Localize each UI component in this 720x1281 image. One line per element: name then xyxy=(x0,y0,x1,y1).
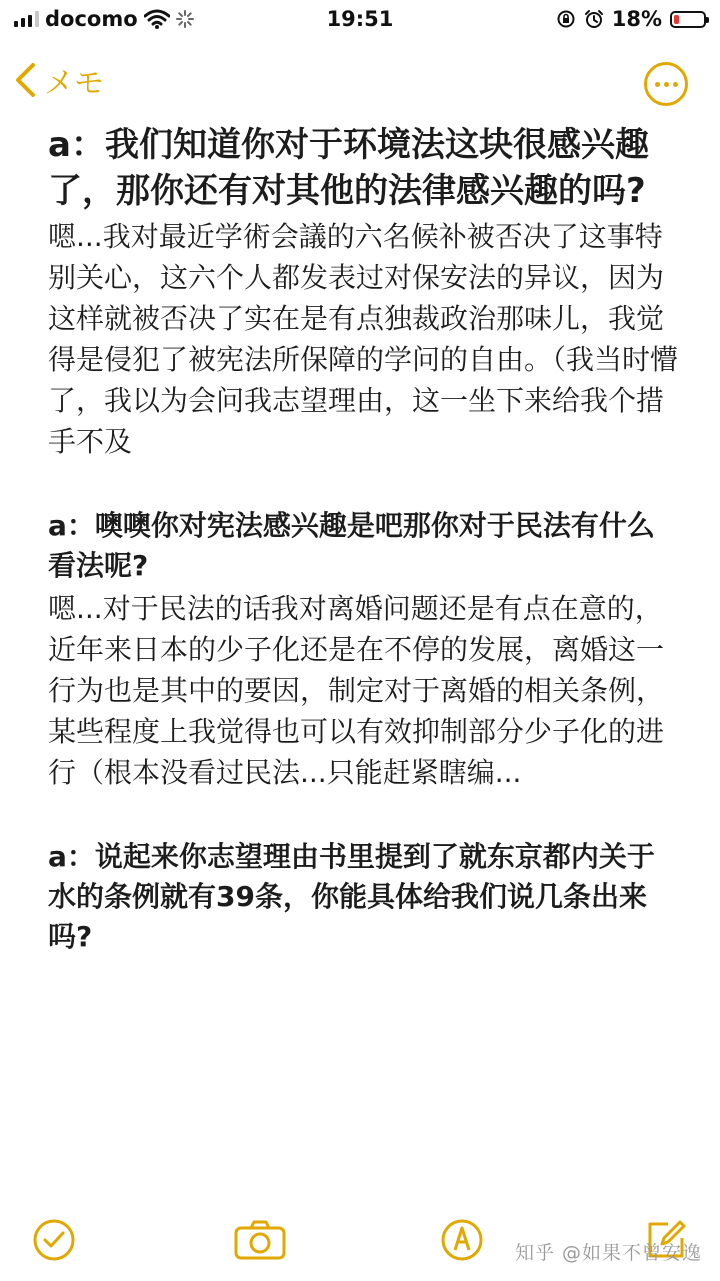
watermark: 知乎 @如果不曾安逸 xyxy=(514,1242,702,1264)
camera-icon[interactable] xyxy=(234,1218,286,1262)
answer-paragraph: 嗯...我对最近学術会議的六名候补被否决了这事特别关心，这六个人都发表过对保安法的异议，因为这样就被否决了实在是有点独裁政治那味儿，我觉得是侵犯了被宪法所保障的学问的自由。（我当时懵了，我以为会问我志望理由，这一坐下来给我个措手不及 xyxy=(48,220,678,458)
answer-paragraph: 嗯...对于民法的话我对离婚问题还是有点在意的，近年来日本的少子化还是在不停的发展，离婚这一行为也是其中的要因，制定对于离婚的相关条例，某些程度上我觉得也可以有效抑制部分少子化的进行（根本没看过民法...只能赶紧瞎编... xyxy=(48,592,665,789)
markup-icon[interactable] xyxy=(440,1218,484,1262)
blank-line xyxy=(48,793,678,837)
nav-bar xyxy=(0,44,720,120)
blank-line xyxy=(48,462,678,506)
orientation-lock-icon xyxy=(556,9,576,29)
chevron-left-icon xyxy=(14,62,36,98)
checklist-icon[interactable] xyxy=(32,1218,76,1262)
battery-percent: 18% xyxy=(611,7,662,31)
back-label: メモ xyxy=(44,66,104,101)
status-right-group xyxy=(556,7,706,31)
carrier-name: docomo xyxy=(45,7,138,31)
more-options-button[interactable] xyxy=(644,62,688,106)
question-paragraph: a：说起来你志望理由书里提到了就东京都内关于水的条例就有39条，你能具体给我们说几条出来吗? xyxy=(48,840,655,953)
note-body[interactable] xyxy=(48,122,678,1190)
status-time: 19:51 xyxy=(326,7,394,31)
battery-level xyxy=(674,15,679,24)
ellipsis-icon xyxy=(655,82,660,87)
alarm-icon xyxy=(584,9,604,29)
battery-icon xyxy=(670,11,706,28)
question-paragraph: a：噢噢你对宪法感兴趣是吧那你对于民法有什么看法呢? xyxy=(48,509,655,582)
back-button[interactable] xyxy=(14,58,104,102)
note-title: a：我们知道你对于环境法这块很感兴趣了，那你还有对其他的法律感兴趣的吗? xyxy=(48,125,649,211)
bottom-toolbar xyxy=(0,1180,720,1281)
status-bar xyxy=(0,0,720,40)
